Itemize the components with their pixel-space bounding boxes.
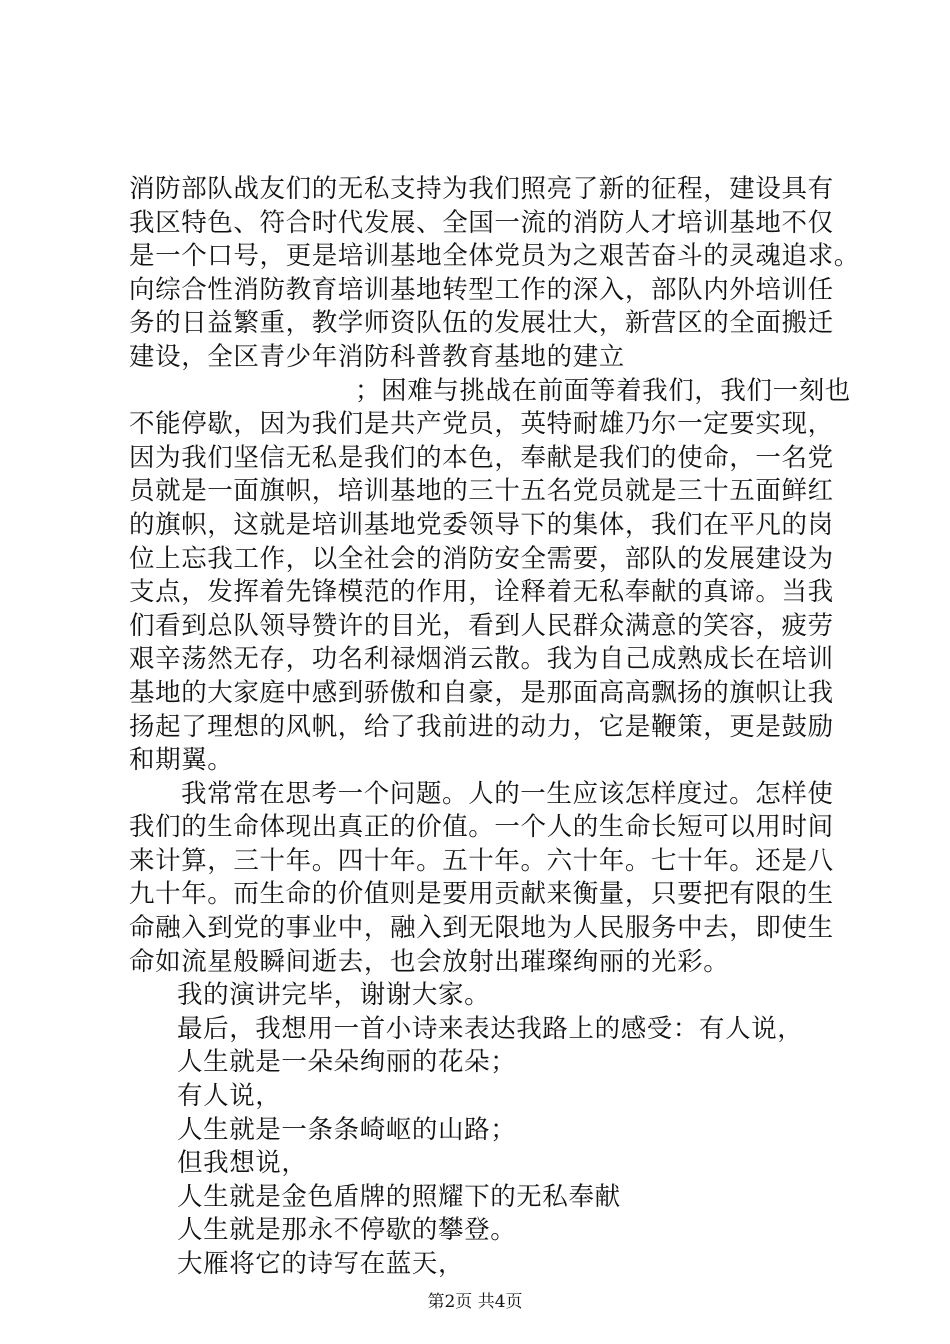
text-line: 员就是一面旗帜，培训基地的三十五名党员就是三十五面鲜红: [129, 476, 834, 507]
text-line: 建设，全区青少年消防科普教育基地的建立: [129, 341, 625, 372]
text-line: 不能停歇，因为我们是共产党员，英特耐雄乃尔一定要实现，: [129, 409, 834, 440]
text-line: 九十年。而生命的价值则是要用贡献来衡量，只要把有限的生: [129, 879, 834, 910]
text-line: 命如流星般瞬间逝去，也会放射出璀璨绚丽的光彩。: [129, 946, 730, 977]
text-line: 因为我们坚信无私是我们的本色，奉献是我们的使命，一名党: [129, 442, 834, 473]
text-line: 我们的生命体现出真正的价值。一个人的生命长短可以用时间: [129, 812, 834, 843]
text-line: 我的演讲完毕，谢谢大家。: [177, 980, 491, 1011]
poem-line: 有人说，: [177, 1081, 282, 1112]
text-line: 是一个口号，更是培训基地全体党员为之艰苦奋斗的灵魂追求。: [129, 241, 860, 272]
text-line: 的旗帜，这就是培训基地党委领导下的集体，我们在平凡的岗: [129, 509, 834, 540]
text-line: ；困难与挑战在前面等着我们，我们一刻也: [355, 375, 851, 406]
text-line: 们看到总队领导赞许的目光，看到人民群众满意的笑容，疲劳: [129, 610, 834, 641]
text-line: 位上忘我工作，以全社会的消防安全需要，部队的发展建设为: [129, 543, 834, 574]
text-line: 务的日益繁重，教学师资队伍的发展壮大，新营区的全面搬迁: [129, 308, 834, 339]
document-body: [129, 173, 860, 1282]
text-line: 扬起了理想的风帆，给了我前进的动力，它是鞭策，更是鼓励: [129, 711, 834, 742]
text-line: 支点，发挥着先锋模范的作用，诠释着无私奉献的真谛。当我: [129, 577, 834, 608]
poem-line: 大雁将它的诗写在蓝天，: [177, 1249, 465, 1279]
page-number-footer: 第2页 共4页: [427, 1292, 523, 1312]
text-line: 来计算，三十年。四十年。五十年。六十年。七十年。还是八: [129, 845, 834, 876]
text-line: 命融入到党的事业中，融入到无限地为人民服务中去，即使生: [129, 913, 834, 944]
poem-line: 但我想说，: [177, 1148, 308, 1179]
text-line: 艰辛荡然无存，功名利禄烟消云散。我为自己成熟成长在培训: [129, 644, 834, 675]
text-line: 向综合性消防教育培训基地转型工作的深入，部队内外培训任: [129, 274, 834, 305]
text-line: 我区特色、符合时代发展、全国一流的消防人才培训基地不仅: [129, 207, 834, 238]
text-line: 和期翼。: [129, 745, 234, 776]
poem-line: 人生就是金色盾牌的照耀下的无私奉献: [177, 1181, 621, 1212]
text-line: 我常常在思考一个问题。人的一生应该怎样度过。怎样使: [181, 778, 834, 809]
text-line: 基地的大家庭中感到骄傲和自豪，是那面高高飘扬的旗帜让我: [129, 677, 834, 708]
poem-line: 人生就是一条条崎岖的山路；: [177, 1114, 517, 1145]
poem-line: 人生就是那永不停歇的攀登。: [177, 1215, 517, 1246]
text-line: 消防部队战友们的无私支持为我们照亮了新的征程，建设具有: [129, 174, 834, 204]
text-line: 最后，我想用一首小诗来表达我路上的感受：有人说，: [177, 1013, 804, 1044]
poem-line: 人生就是一朵朵绚丽的花朵；: [177, 1047, 517, 1078]
